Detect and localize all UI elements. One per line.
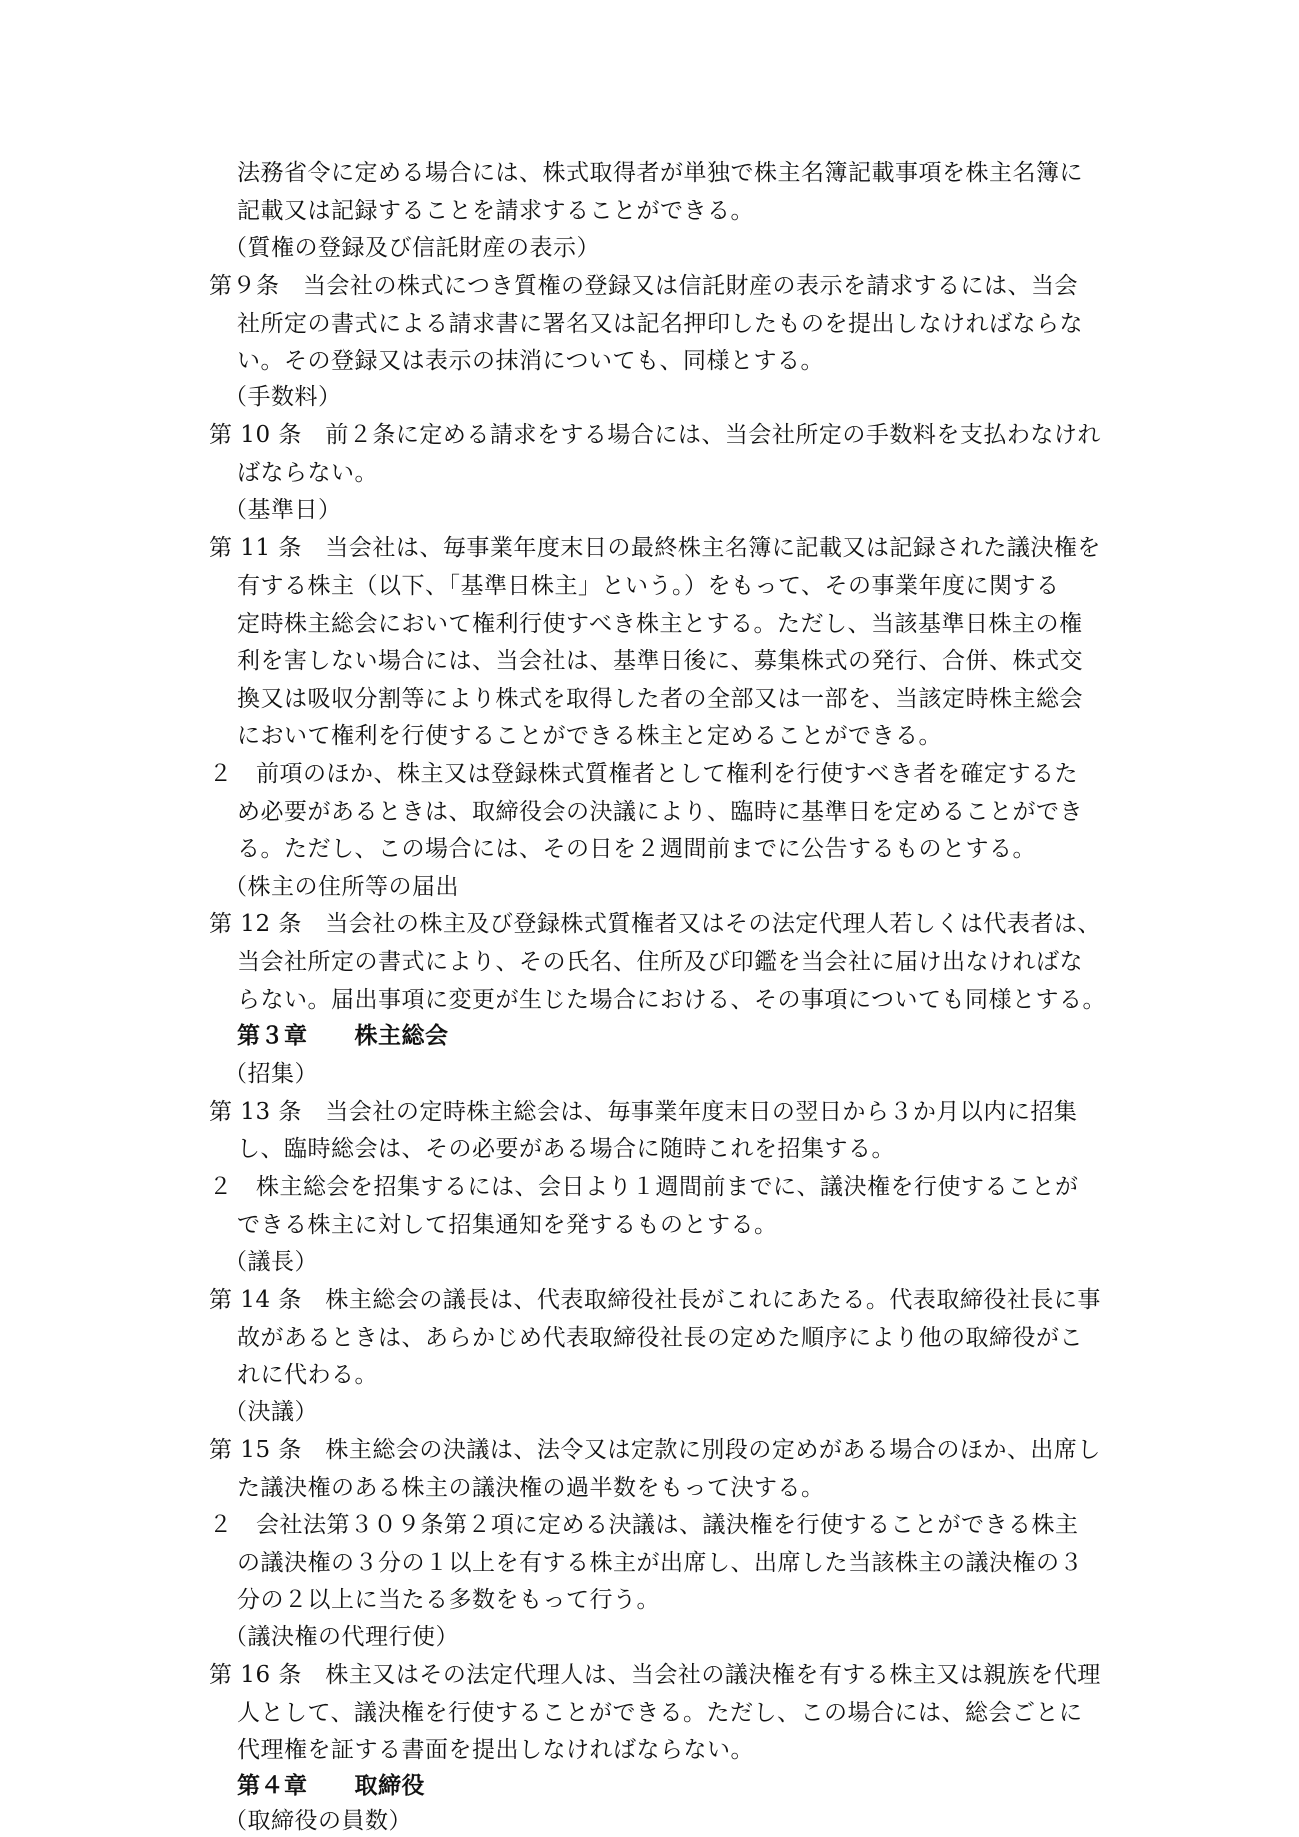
body-line: 記載又は記録することを請求することができる。 [237, 198, 754, 224]
body-line: 当会社所定の書式により、その氏名、住所及び印鑑を当会社に届け出なければな [237, 949, 1083, 975]
article-heading-line: 第 16 条 株主又はその法定代理人は、当会社の議決権を有する株主又は親族を代理 [209, 1662, 1101, 1688]
article-heading-line: 第 14 条 株主総会の議長は、代表取締役社長がこれにあたる。代表取締役社長に事 [209, 1287, 1101, 1313]
article-heading-line: 第 12 条 当会社の株主及び登録株式質権者又はその法定代理人若しくは代表者は、 [209, 911, 1101, 937]
body-line: ばならない。 [237, 460, 378, 486]
article-heading-line: 第 13 条 当会社の定時株主総会は、毎事業年度末日の翌日から３か月以内に招集 [209, 1099, 1078, 1125]
paragraph-line: ２ 前項のほか、株主又は登録株式質権者として権利を行使すべき者を確定するた [209, 761, 1079, 787]
article-heading-line: 第９条 当会社の株式につき質権の登録又は信託財産の表示を請求するには、当会 [209, 273, 1079, 299]
body-line: 定時株主総会において権利行使すべき株主とする。ただし、当該基準日株主の権 [237, 611, 1083, 637]
body-line: れに代わる。 [237, 1362, 378, 1388]
body-line: 法務省令に定める場合には、株式取得者が単独で株主名簿記載事項を株主名簿に [237, 160, 1083, 186]
article-caption: （基準日） [224, 497, 342, 523]
article-caption: （質権の登録及び信託財産の表示） [224, 235, 600, 261]
body-line: い。その登録又は表示の抹消についても、同様とする。 [237, 348, 825, 374]
body-line: の議決権の３分の１以上を有する株主が出席し、出席した当該株主の議決権の３ [237, 1550, 1083, 1576]
article-caption: （招集） [224, 1061, 318, 1087]
article-caption: （議決権の代理行使） [224, 1624, 459, 1650]
article-caption: （手数料） [224, 384, 342, 410]
article-caption: （議長） [224, 1249, 318, 1275]
body-line: 有する株主（以下、「基準日株主」という。）をもって、その事業年度に関する [237, 573, 1060, 599]
article-caption: （取締役の員数） [224, 1808, 412, 1834]
chapter-heading: 第４章 取締役 [237, 1772, 425, 1799]
body-line: 利を害しない場合には、当会社は、基準日後に、募集株式の発行、合併、株式交 [237, 648, 1083, 674]
body-line: 代理権を証する書面を提出しなければならない。 [237, 1737, 754, 1763]
body-line: し、臨時総会は、その必要がある場合に随時これを招集する。 [237, 1136, 895, 1162]
body-line: 分の２以上に当たる多数をもって行う。 [237, 1587, 660, 1613]
chapter-heading: 第３章 株主総会 [237, 1022, 449, 1049]
article-heading-line: 第 11 条 当会社は、毎事業年度末日の最終株主名簿に記載又は記録された議決権を [209, 535, 1101, 561]
body-line: 人として、議決権を行使することができる。ただし、この場合には、総会ごとに [237, 1700, 1083, 1726]
paragraph-line: ２ 会社法第３０９条第２項に定める決議は、議決権を行使することができる株主 [209, 1512, 1079, 1538]
body-line: できる株主に対して招集通知を発するものとする。 [237, 1212, 778, 1238]
body-line: 換又は吸収分割等により株式を取得した者の全部又は一部を、当該定時株主総会 [237, 686, 1083, 712]
article-heading-line: 第 15 条 株主総会の決議は、法令又は定款に別段の定めがある場合のほか、出席し [209, 1437, 1101, 1463]
body-line: 故があるときは、あらかじめ代表取締役社長の定めた順序により他の取締役がこ [237, 1325, 1083, 1351]
article-heading-line: 第 10 条 前２条に定める請求をする場合には、当会社所定の手数料を支払わなけれ [209, 422, 1101, 448]
body-line: らない。届出事項に変更が生じた場合における、その事項についても同様とする。 [237, 987, 1107, 1013]
body-line: る。ただし、この場合には、その日を２週間前までに公告するものとする。 [237, 836, 1036, 862]
article-caption: （株主の住所等の届出 [224, 874, 459, 900]
body-line: た議決権のある株主の議決権の過半数をもって決する。 [237, 1475, 825, 1501]
article-caption: （決議） [224, 1399, 318, 1425]
body-line: め必要があるときは、取締役会の決議により、臨時に基準日を定めることができ [237, 799, 1083, 825]
body-line: 社所定の書式による請求書に署名又は記名押印したものを提出しなければならな [237, 311, 1083, 337]
paragraph-line: ２ 株主総会を招集するには、会日より１週間前までに、議決権を行使することが [209, 1174, 1079, 1200]
body-line: において権利を行使することができる株主と定めることができる。 [237, 723, 942, 749]
